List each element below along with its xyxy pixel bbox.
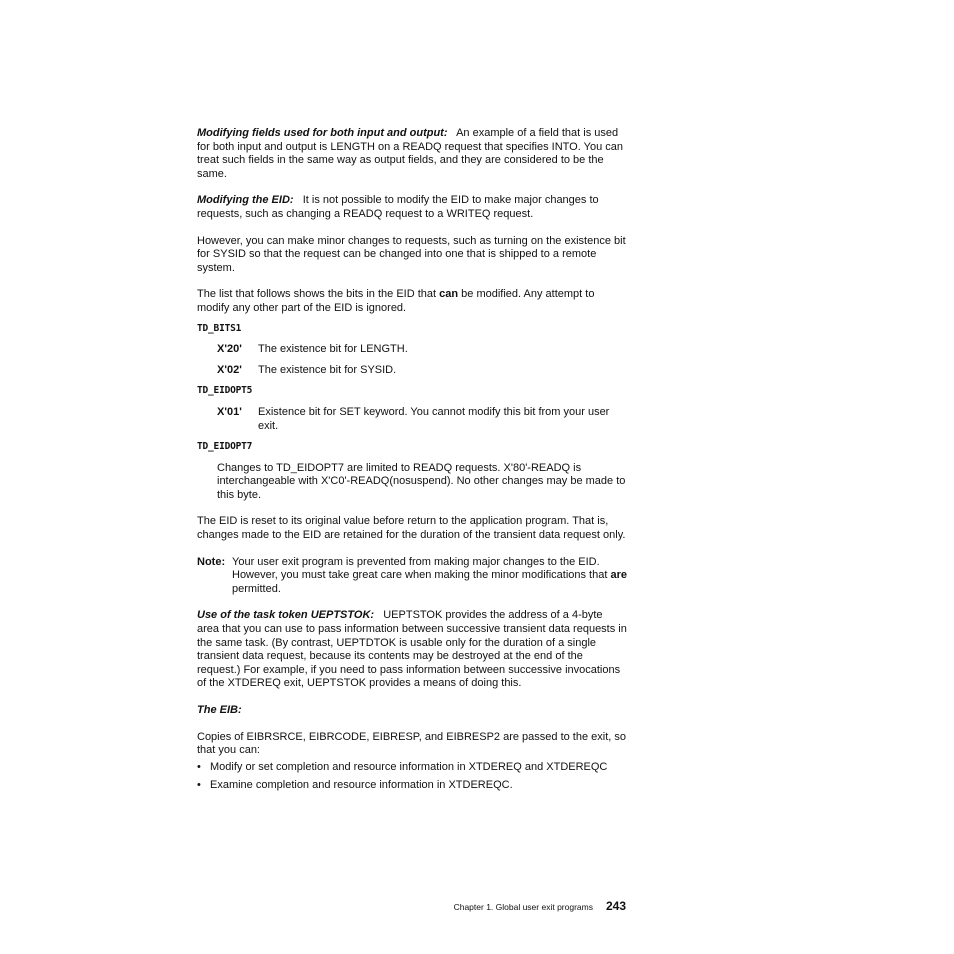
definition-term: X'20': [217, 343, 242, 356]
note-block: [197, 556, 627, 597]
definition-term: X'02': [217, 363, 242, 376]
list-item-text: Modify or set completion and resource information in XTDEREQ and XTDEREQC: [210, 760, 608, 773]
field-heading-td-bits1: TD_BITS1: [197, 322, 242, 334]
page-number: 243: [605, 899, 626, 913]
field-heading-td-eidopt7: TD_EIDOPT7: [197, 441, 253, 453]
definition-list-bits1: [217, 343, 627, 377]
page-footer: [439, 900, 626, 915]
note-label: Note:: [197, 555, 226, 568]
definition-row: [217, 406, 627, 433]
paragraph-minor-changes: However, you can make minor changes to requests, such as turning on the existence bit for SYSID so that the request can be changed into one that is shipped to a remote system.: [197, 234, 626, 274]
definition-row: [217, 364, 627, 378]
paragraph-eid-reset: The EID is reset to its original value before return to the application program. That is, changes made to the EID are retained for the duration of the transient data request only.: [197, 515, 626, 542]
definition-desc: Existence bit for SET keyword. You cannot modify this bit from your user exit.: [258, 405, 610, 432]
paragraph-text: An example of a field that is used for both input and output is LENGTH on a READQ request that specifies INTO. You can treat such fields in the same way as output fields, and they are considered to be the same.: [197, 127, 623, 180]
list-item: [197, 779, 627, 793]
paragraph-eib-copies: Copies of EIBRSRCE, EIBRCODE, EIBRESP, and EIBRESP2 are passed to the exit, so that you can:: [197, 730, 626, 757]
definition-desc: The existence bit for SYSID.: [258, 363, 397, 376]
run-in-heading: Use of the task token UEPTSTOK:: [197, 609, 375, 622]
footer-chapter-title: Chapter 1. Global user exit programs: [453, 902, 593, 912]
bullet-list: [197, 761, 627, 793]
page-body: [197, 127, 627, 798]
paragraph-task-token: [197, 609, 627, 691]
definition-term: X'01': [217, 405, 242, 418]
paragraph-text: UEPTSTOK provides the address of a 4-byte area that you can use to pass information between successive transient data requests in the same task. (By contrast, UEPTDTOK is usable only for the duration of a single transient data request, because its contents may be destroyed at the end of the request.) For example, if you need to pass information between successive invocations of the XTDEREQ exit, UEPTSTOK provides a means of doing this.: [197, 609, 627, 690]
run-in-heading: Modifying the EID:: [197, 194, 294, 207]
list-item-text: Examine completion and resource information in XTDEREQC.: [210, 779, 513, 792]
run-in-heading: Modifying fields used for both input and output:: [197, 127, 448, 139]
definition-list-eidopt5: [217, 406, 627, 433]
eidopt7-description: Changes to TD_EIDOPT7 are limited to READQ requests. X'80'-READQ is interchangeable with X'C0'-READQ(nosuspend). No other changes may be made to this byte.: [217, 461, 626, 501]
bullet-icon: •: [197, 779, 201, 792]
paragraph-modify-eid: [197, 194, 627, 221]
bullet-icon: •: [197, 760, 201, 773]
emphasis: are: [610, 569, 627, 582]
list-item: [197, 761, 627, 775]
paragraph-input-output: [197, 127, 627, 181]
note-text: Your user exit program is prevented from making major changes to the EID. However, you must take great care when making the minor modifications that are permitted.: [232, 555, 627, 595]
paragraph-text: It is not possible to modify the EID to make major changes to requests, such as changing a READQ request to a WRITEQ request.: [197, 194, 599, 220]
definition-row: [217, 343, 627, 357]
field-heading-td-eidopt5: TD_EIDOPT5: [197, 385, 253, 397]
emphasis: can: [439, 288, 459, 301]
definition-desc: The existence bit for LENGTH.: [258, 343, 408, 356]
paragraph-bits-list: The list that follows shows the bits in the EID that can be modified. Any attempt to modify any other part of the EID is ignored.: [197, 288, 595, 314]
section-heading-eib: The EIB:: [197, 704, 242, 716]
